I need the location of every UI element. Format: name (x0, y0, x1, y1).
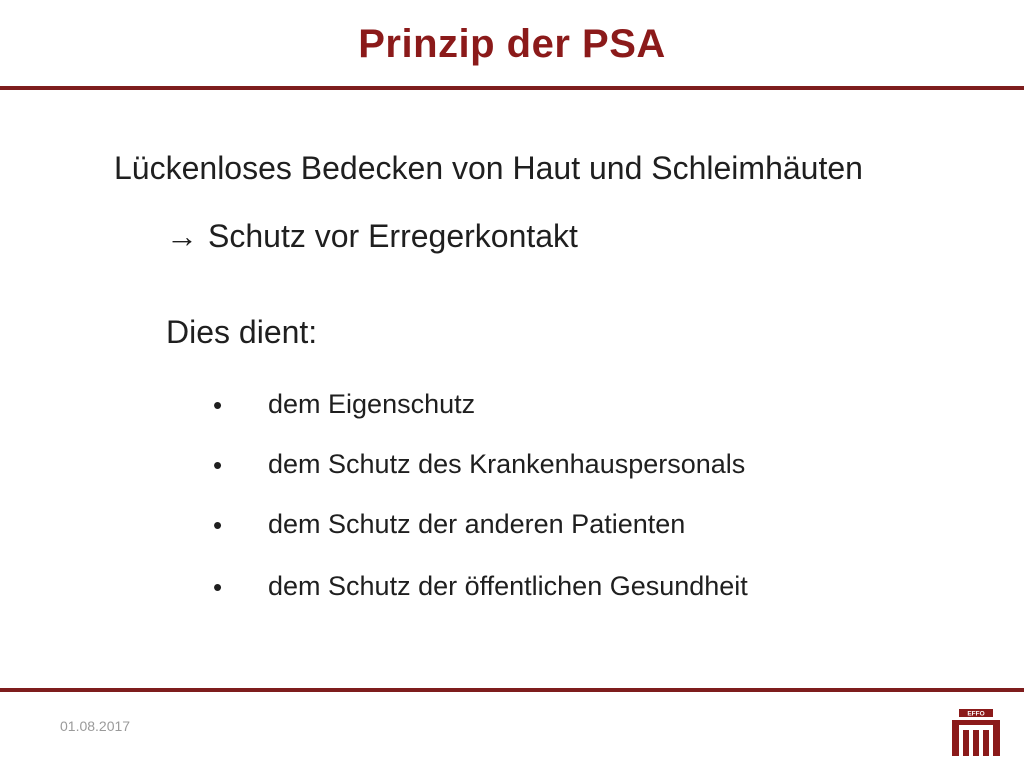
list-item-text: dem Eigenschutz (268, 389, 476, 419)
logo-text: EFFO (967, 710, 985, 718)
logo-pillar (983, 730, 989, 756)
logo-bar (952, 720, 1000, 725)
right-arrow-icon: → (166, 218, 198, 254)
list-item-text: dem Schutz der öffentlichen Gesundheit (268, 571, 748, 601)
list-item-text: dem Schutz der anderen Patienten (268, 509, 686, 539)
bullet-icon: • (213, 510, 223, 540)
bullet-icon: • (213, 390, 223, 420)
arrow-statement (166, 218, 578, 255)
bottom-divider (0, 688, 1024, 692)
list-item (0, 566, 900, 606)
list-item (0, 444, 900, 484)
arrow-statement-text: Schutz vor Erregerkontakt (208, 218, 578, 254)
list-item-text: dem Schutz des Krankenhauspersonals (268, 449, 746, 479)
slide-title: Prinzip der PSA (358, 22, 666, 66)
logo-pillar (973, 730, 979, 756)
list-item (0, 504, 900, 544)
logo-pillar (963, 730, 969, 756)
bullet-icon: • (213, 450, 223, 480)
logo-pillar (993, 725, 1000, 756)
main-statement: Lückenloses Bedecken von Haut und Schleimhäuten (114, 150, 863, 186)
list-item (0, 384, 900, 424)
slide-date: 01.08.2017 (60, 718, 131, 734)
logo-pillar (952, 725, 959, 756)
effo-logo-icon (950, 708, 1002, 758)
purpose-heading: Dies dient: (166, 314, 318, 350)
top-divider (0, 86, 1024, 90)
bullet-icon: • (213, 572, 223, 602)
